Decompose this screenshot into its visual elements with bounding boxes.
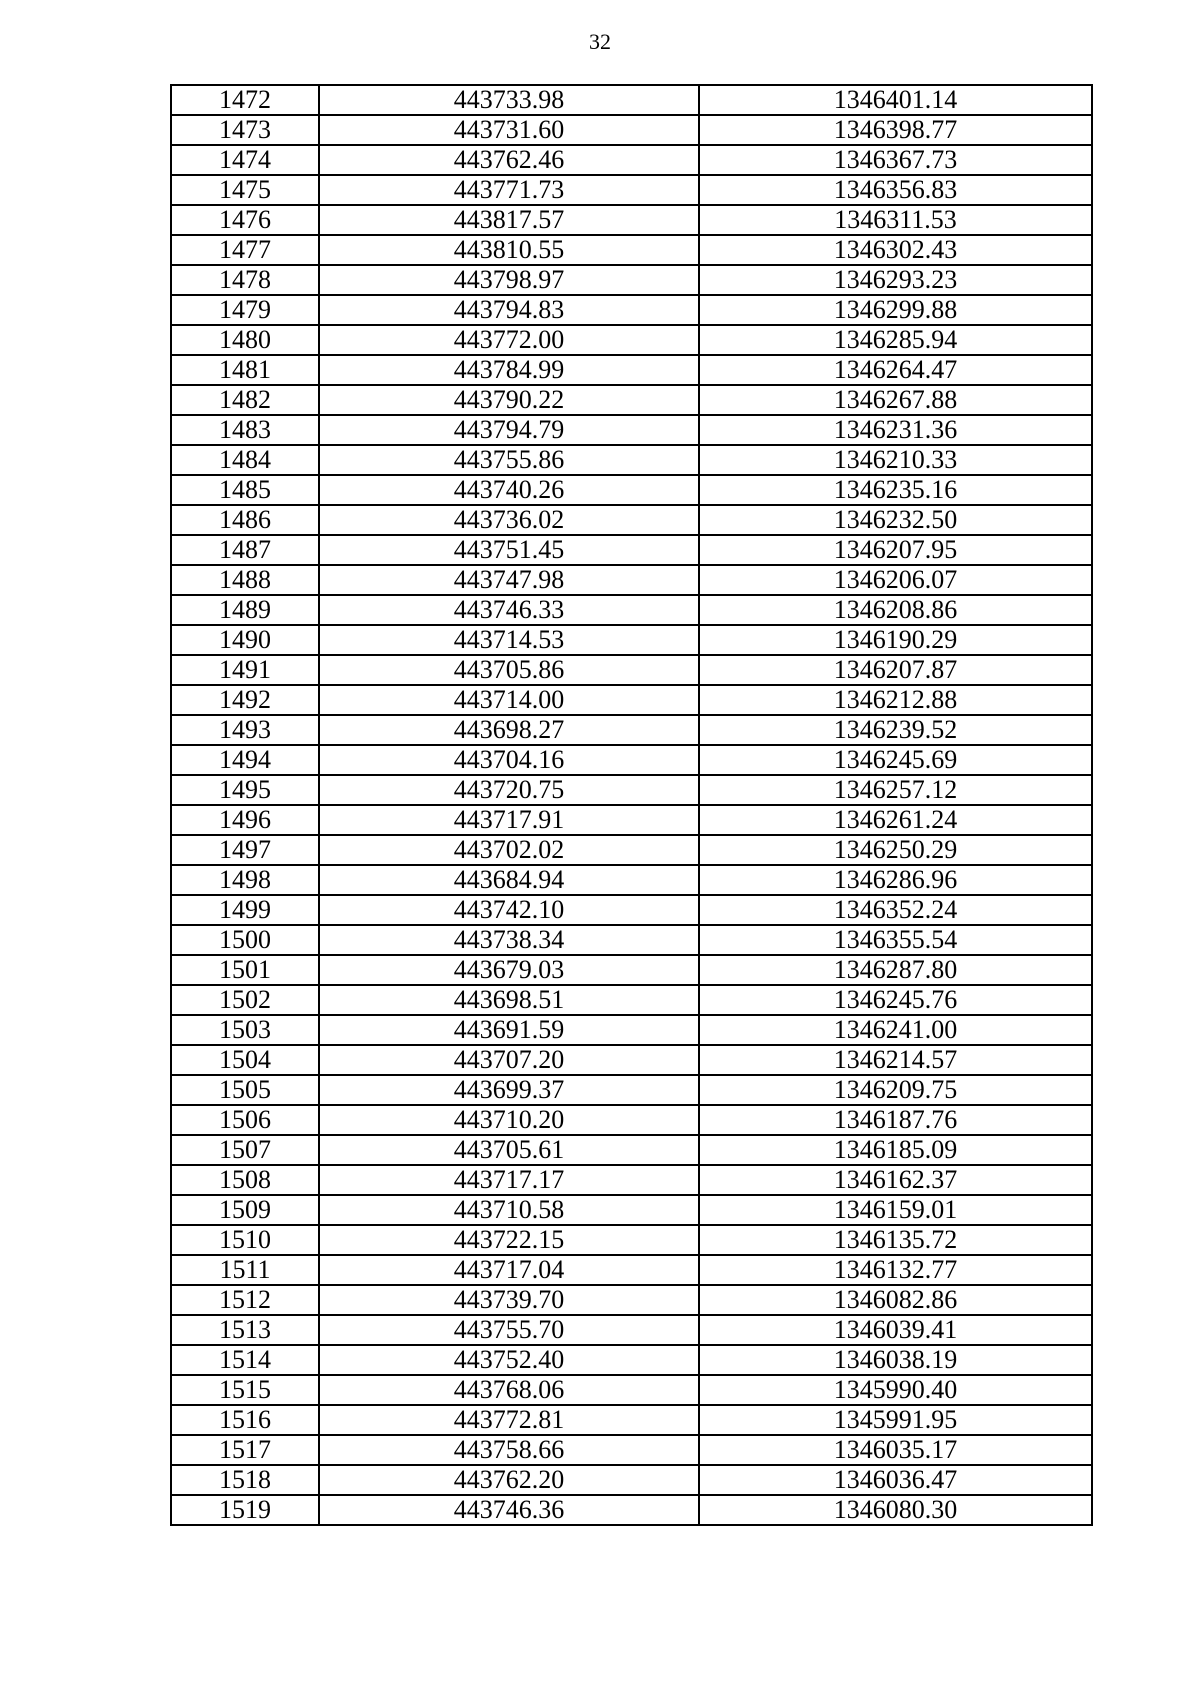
table-row (171, 835, 1092, 865)
point-number-cell: 1490 (171, 625, 319, 655)
point-number-cell: 1486 (171, 505, 319, 535)
point-number-cell: 1502 (171, 985, 319, 1015)
table-row (171, 1315, 1092, 1345)
table-row (171, 1105, 1092, 1135)
point-number-cell: 1503 (171, 1015, 319, 1045)
y-coordinate-cell: 1346231.36 (699, 415, 1092, 445)
y-coordinate-cell: 1346162.37 (699, 1165, 1092, 1195)
y-coordinate-cell: 1346190.29 (699, 625, 1092, 655)
y-coordinate-cell: 1346039.41 (699, 1315, 1092, 1345)
point-number-cell: 1500 (171, 925, 319, 955)
table-row (171, 685, 1092, 715)
table-row (171, 445, 1092, 475)
table-row (171, 745, 1092, 775)
y-coordinate-cell: 1346080.30 (699, 1495, 1092, 1525)
x-coordinate-cell: 443717.04 (319, 1255, 699, 1285)
x-coordinate-cell: 443762.46 (319, 145, 699, 175)
x-coordinate-cell: 443746.33 (319, 595, 699, 625)
x-coordinate-cell: 443698.51 (319, 985, 699, 1015)
x-coordinate-cell: 443784.99 (319, 355, 699, 385)
point-number-cell: 1489 (171, 595, 319, 625)
point-number-cell: 1506 (171, 1105, 319, 1135)
point-number-cell: 1510 (171, 1225, 319, 1255)
x-coordinate-cell: 443758.66 (319, 1435, 699, 1465)
point-number-cell: 1481 (171, 355, 319, 385)
table-row (171, 1435, 1092, 1465)
y-coordinate-cell: 1346311.53 (699, 205, 1092, 235)
y-coordinate-cell: 1346257.12 (699, 775, 1092, 805)
table-row (171, 865, 1092, 895)
table-row (171, 1375, 1092, 1405)
point-number-cell: 1485 (171, 475, 319, 505)
x-coordinate-cell: 443679.03 (319, 955, 699, 985)
point-number-cell: 1515 (171, 1375, 319, 1405)
y-coordinate-cell: 1346208.86 (699, 595, 1092, 625)
table-row (171, 265, 1092, 295)
y-coordinate-cell: 1346241.00 (699, 1015, 1092, 1045)
y-coordinate-cell: 1346293.23 (699, 265, 1092, 295)
x-coordinate-cell: 443747.98 (319, 565, 699, 595)
y-coordinate-cell: 1346207.95 (699, 535, 1092, 565)
point-number-cell: 1518 (171, 1465, 319, 1495)
y-coordinate-cell: 1346286.96 (699, 865, 1092, 895)
y-coordinate-cell: 1346082.86 (699, 1285, 1092, 1315)
y-coordinate-cell: 1346209.75 (699, 1075, 1092, 1105)
table-row (171, 1135, 1092, 1165)
y-coordinate-cell: 1346352.24 (699, 895, 1092, 925)
y-coordinate-cell: 1345990.40 (699, 1375, 1092, 1405)
x-coordinate-cell: 443739.70 (319, 1285, 699, 1315)
y-coordinate-cell: 1346287.80 (699, 955, 1092, 985)
x-coordinate-cell: 443798.97 (319, 265, 699, 295)
x-coordinate-cell: 443794.83 (319, 295, 699, 325)
x-coordinate-cell: 443768.06 (319, 1375, 699, 1405)
y-coordinate-cell: 1346036.47 (699, 1465, 1092, 1495)
y-coordinate-cell: 1346398.77 (699, 115, 1092, 145)
table-row (171, 655, 1092, 685)
table-row (171, 1405, 1092, 1435)
point-number-cell: 1479 (171, 295, 319, 325)
table-row (171, 475, 1092, 505)
point-number-cell: 1476 (171, 205, 319, 235)
y-coordinate-cell: 1346302.43 (699, 235, 1092, 265)
y-coordinate-cell: 1346214.57 (699, 1045, 1092, 1075)
table-row (171, 1255, 1092, 1285)
table-row (171, 1015, 1092, 1045)
x-coordinate-cell: 443720.75 (319, 775, 699, 805)
table-row (171, 595, 1092, 625)
table-row (171, 1345, 1092, 1375)
y-coordinate-cell: 1346245.69 (699, 745, 1092, 775)
table-row (171, 565, 1092, 595)
x-coordinate-cell: 443704.16 (319, 745, 699, 775)
y-coordinate-cell: 1346245.76 (699, 985, 1092, 1015)
y-coordinate-cell: 1346355.54 (699, 925, 1092, 955)
y-coordinate-cell: 1346367.73 (699, 145, 1092, 175)
x-coordinate-cell: 443699.37 (319, 1075, 699, 1105)
y-coordinate-cell: 1346187.76 (699, 1105, 1092, 1135)
point-number-cell: 1496 (171, 805, 319, 835)
point-number-cell: 1513 (171, 1315, 319, 1345)
table-row (171, 1465, 1092, 1495)
table-row (171, 505, 1092, 535)
x-coordinate-cell: 443742.10 (319, 895, 699, 925)
x-coordinate-cell: 443810.55 (319, 235, 699, 265)
table-row (171, 715, 1092, 745)
page-number: 32 (589, 29, 611, 54)
table-row (171, 805, 1092, 835)
y-coordinate-cell: 1346261.24 (699, 805, 1092, 835)
y-coordinate-cell: 1346159.01 (699, 1195, 1092, 1225)
x-coordinate-cell: 443705.86 (319, 655, 699, 685)
table-row (171, 145, 1092, 175)
y-coordinate-cell: 1346285.94 (699, 325, 1092, 355)
table-row (171, 775, 1092, 805)
point-number-cell: 1475 (171, 175, 319, 205)
y-coordinate-cell: 1346264.47 (699, 355, 1092, 385)
table-row (171, 1195, 1092, 1225)
table-row (171, 85, 1092, 115)
point-number-cell: 1488 (171, 565, 319, 595)
table-row (171, 1225, 1092, 1255)
y-coordinate-cell: 1346038.19 (699, 1345, 1092, 1375)
x-coordinate-cell: 443790.22 (319, 385, 699, 415)
y-coordinate-cell: 1346239.52 (699, 715, 1092, 745)
y-coordinate-cell: 1346206.07 (699, 565, 1092, 595)
point-number-cell: 1507 (171, 1135, 319, 1165)
x-coordinate-cell: 443698.27 (319, 715, 699, 745)
y-coordinate-cell: 1346035.17 (699, 1435, 1092, 1465)
y-coordinate-cell: 1346250.29 (699, 835, 1092, 865)
point-number-cell: 1494 (171, 745, 319, 775)
x-coordinate-cell: 443794.79 (319, 415, 699, 445)
table-row (171, 1165, 1092, 1195)
x-coordinate-cell: 443714.00 (319, 685, 699, 715)
x-coordinate-cell: 443684.94 (319, 865, 699, 895)
table-row (171, 925, 1092, 955)
point-number-cell: 1498 (171, 865, 319, 895)
point-number-cell: 1491 (171, 655, 319, 685)
y-coordinate-cell: 1346235.16 (699, 475, 1092, 505)
x-coordinate-cell: 443762.20 (319, 1465, 699, 1495)
y-coordinate-cell: 1346401.14 (699, 85, 1092, 115)
table-row (171, 535, 1092, 565)
x-coordinate-cell: 443751.45 (319, 535, 699, 565)
point-number-cell: 1499 (171, 895, 319, 925)
point-number-cell: 1484 (171, 445, 319, 475)
x-coordinate-cell: 443736.02 (319, 505, 699, 535)
table-row (171, 295, 1092, 325)
point-number-cell: 1477 (171, 235, 319, 265)
x-coordinate-cell: 443691.59 (319, 1015, 699, 1045)
table-row (171, 1045, 1092, 1075)
y-coordinate-cell: 1346135.72 (699, 1225, 1092, 1255)
point-number-cell: 1483 (171, 415, 319, 445)
table-row (171, 985, 1092, 1015)
x-coordinate-cell: 443771.73 (319, 175, 699, 205)
x-coordinate-cell: 443731.60 (319, 115, 699, 145)
point-number-cell: 1474 (171, 145, 319, 175)
point-number-cell: 1497 (171, 835, 319, 865)
table-row (171, 895, 1092, 925)
x-coordinate-cell: 443702.02 (319, 835, 699, 865)
point-number-cell: 1512 (171, 1285, 319, 1315)
table-row (171, 1075, 1092, 1105)
y-coordinate-cell: 1346207.87 (699, 655, 1092, 685)
table-row (171, 325, 1092, 355)
point-number-cell: 1501 (171, 955, 319, 985)
table-row (171, 355, 1092, 385)
x-coordinate-cell: 443717.91 (319, 805, 699, 835)
point-number-cell: 1482 (171, 385, 319, 415)
y-coordinate-cell: 1346299.88 (699, 295, 1092, 325)
point-number-cell: 1472 (171, 85, 319, 115)
point-number-cell: 1478 (171, 265, 319, 295)
y-coordinate-cell: 1345991.95 (699, 1405, 1092, 1435)
point-number-cell: 1511 (171, 1255, 319, 1285)
y-coordinate-cell: 1346185.09 (699, 1135, 1092, 1165)
point-number-cell: 1516 (171, 1405, 319, 1435)
y-coordinate-cell: 1346212.88 (699, 685, 1092, 715)
point-number-cell: 1487 (171, 535, 319, 565)
table-row (171, 175, 1092, 205)
table-row (171, 625, 1092, 655)
table-row (171, 235, 1092, 265)
x-coordinate-cell: 443707.20 (319, 1045, 699, 1075)
y-coordinate-cell: 1346232.50 (699, 505, 1092, 535)
x-coordinate-cell: 443717.17 (319, 1165, 699, 1195)
y-coordinate-cell: 1346356.83 (699, 175, 1092, 205)
table-row (171, 1495, 1092, 1525)
x-coordinate-cell: 443772.00 (319, 325, 699, 355)
table-row (171, 115, 1092, 145)
coordinates-table (170, 84, 1093, 1526)
y-coordinate-cell: 1346132.77 (699, 1255, 1092, 1285)
point-number-cell: 1495 (171, 775, 319, 805)
x-coordinate-cell: 443710.20 (319, 1105, 699, 1135)
x-coordinate-cell: 443738.34 (319, 925, 699, 955)
x-coordinate-cell: 443705.61 (319, 1135, 699, 1165)
x-coordinate-cell: 443714.53 (319, 625, 699, 655)
table-row (171, 385, 1092, 415)
x-coordinate-cell: 443755.70 (319, 1315, 699, 1345)
table-row (171, 1285, 1092, 1315)
point-number-cell: 1493 (171, 715, 319, 745)
x-coordinate-cell: 443740.26 (319, 475, 699, 505)
x-coordinate-cell: 443817.57 (319, 205, 699, 235)
x-coordinate-cell: 443746.36 (319, 1495, 699, 1525)
point-number-cell: 1508 (171, 1165, 319, 1195)
point-number-cell: 1517 (171, 1435, 319, 1465)
point-number-cell: 1509 (171, 1195, 319, 1225)
x-coordinate-cell: 443733.98 (319, 85, 699, 115)
y-coordinate-cell: 1346267.88 (699, 385, 1092, 415)
coordinates-table-body (171, 85, 1092, 1525)
point-number-cell: 1504 (171, 1045, 319, 1075)
point-number-cell: 1505 (171, 1075, 319, 1105)
table-row (171, 205, 1092, 235)
point-number-cell: 1473 (171, 115, 319, 145)
point-number-cell: 1492 (171, 685, 319, 715)
point-number-cell: 1480 (171, 325, 319, 355)
y-coordinate-cell: 1346210.33 (699, 445, 1092, 475)
table-row (171, 955, 1092, 985)
x-coordinate-cell: 443772.81 (319, 1405, 699, 1435)
x-coordinate-cell: 443755.86 (319, 445, 699, 475)
x-coordinate-cell: 443710.58 (319, 1195, 699, 1225)
point-number-cell: 1519 (171, 1495, 319, 1525)
table-row (171, 415, 1092, 445)
x-coordinate-cell: 443752.40 (319, 1345, 699, 1375)
x-coordinate-cell: 443722.15 (319, 1225, 699, 1255)
point-number-cell: 1514 (171, 1345, 319, 1375)
